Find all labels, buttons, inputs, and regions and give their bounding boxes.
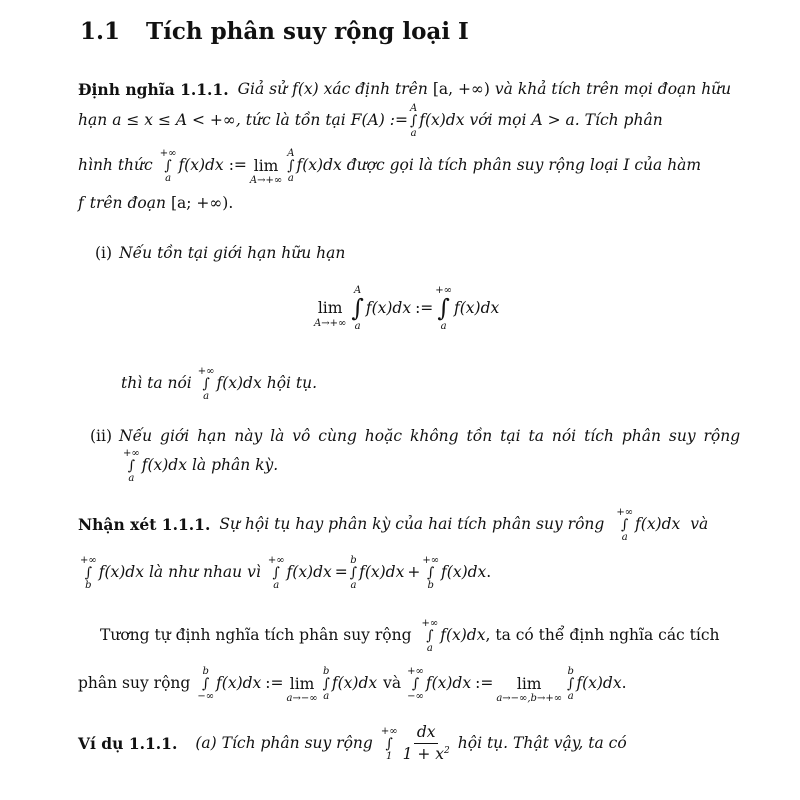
math-text: f(x) — [292, 80, 319, 98]
text: và khả tích trên mọi đoạn hữu — [494, 80, 732, 98]
item-i-line — [95, 246, 345, 262]
remark-line-2 — [78, 555, 491, 591]
math-text: f(x)dx — [141, 456, 187, 475]
punctuation: . — [486, 563, 492, 582]
text: và — [690, 515, 709, 534]
text: là phân kỳ. — [191, 456, 279, 475]
math-text: f(x)dx — [425, 674, 472, 693]
text: Sự hội tụ hay phân kỳ của hai tích phân suy rông — [219, 515, 605, 534]
math-text: := — [265, 674, 284, 693]
math-text: f(x)dx — [178, 156, 224, 175]
math-text: := — [228, 156, 247, 175]
math-text: f(x)dx — [286, 563, 332, 582]
limit-operator: lim a→−∞,b→+∞ — [496, 674, 563, 705]
text: là như nhau vì — [148, 563, 261, 582]
integral-sign: +∞ ∫ a — [267, 555, 285, 591]
integral-sign: b ∫ a — [567, 666, 575, 702]
text: thì ta nói — [121, 374, 192, 393]
text: Giả sử — [237, 80, 288, 98]
text: Nếu giới hạn này là vô cùng hoặc không tồn tại ta nói tích phân suy rộng — [119, 427, 741, 445]
text: được gọi là tích phân suy rộng loại I của hàm — [346, 156, 702, 175]
integral-sign: A ∫ a — [351, 285, 364, 332]
math-text: f(x)dx — [359, 563, 405, 582]
math-text: [a; +∞). — [170, 194, 234, 212]
text: hội tụ. — [266, 374, 318, 393]
definition-line-4 — [78, 196, 233, 212]
text: với mọi — [469, 111, 527, 130]
math-text: := — [475, 674, 494, 693]
integral-sign: A ∫ a — [287, 148, 295, 184]
text: hình thức — [78, 156, 153, 175]
item-label: (ii) — [90, 427, 113, 445]
integral-sign: b ∫ a — [322, 666, 330, 702]
definition-label: Định nghĩa 1.1.1. — [78, 80, 229, 99]
limit-operator: lim A→+∞ — [249, 156, 283, 187]
math-text: = — [334, 563, 348, 582]
math-text: A > a. — [531, 111, 580, 130]
section-title: Tích phân suy rộng loại I — [146, 18, 469, 45]
math-text: f(x)dx — [576, 674, 622, 693]
item-label: (i) — [95, 244, 113, 262]
math-text: f(x)dx — [365, 298, 412, 317]
remark-label: Nhận xét 1.1.1. — [78, 515, 211, 535]
math-text: f(x)dx — [440, 626, 486, 645]
text: (a) Tích phân suy rộng — [195, 733, 373, 752]
math-text: f(x)dx — [419, 111, 465, 130]
integral-sign: b ∫ a — [349, 555, 358, 591]
punctuation: . — [621, 674, 627, 693]
integral-sign: +∞ ∫ a — [159, 148, 177, 184]
text: và — [383, 674, 402, 693]
display-equation — [311, 285, 499, 332]
section-heading — [80, 18, 469, 45]
math-text: f(x)dx — [454, 298, 500, 317]
integral-sign: +∞ ∫ −∞ — [407, 666, 424, 702]
math-text: f(x)dx — [216, 374, 262, 393]
definition-line-3 — [78, 148, 702, 187]
integral-sign: +∞ ∫ a — [123, 448, 140, 484]
definition-line-1 — [78, 82, 731, 98]
text: hội tụ. Thật vậy, ta có — [457, 733, 627, 752]
math-text: f(x)dx — [296, 156, 342, 175]
integral-sign: +∞ ∫ a — [421, 618, 439, 654]
item-i-conclusion — [121, 366, 317, 402]
integral-sign: +∞ ∫ b — [422, 555, 440, 591]
math-text: F(A) := — [350, 111, 408, 130]
text: , ta có thể định nghĩa các tích — [485, 626, 720, 645]
integral-sign: +∞ ∫ a — [435, 285, 453, 332]
limit-operator: lim A→+∞ — [314, 299, 347, 329]
text: tức là tồn tại — [245, 111, 346, 130]
math-text: f(x)dx — [216, 674, 262, 693]
math-text: f(x)dx — [635, 515, 681, 534]
example-label: Ví dụ 1.1.1. — [78, 733, 178, 753]
text: xác định trên — [323, 80, 428, 98]
section-number: 1.1 — [80, 18, 121, 45]
math-text: f(x)dx — [98, 563, 144, 582]
definition-line-2 — [78, 103, 663, 139]
math-text: f(x)dx — [331, 674, 378, 693]
text: Tương tự định nghĩa tích phân suy rộng — [100, 626, 412, 645]
integral-sign: +∞ ∫ 1 — [380, 725, 398, 762]
math-text: := — [415, 298, 434, 317]
remark-line-1 — [78, 507, 708, 543]
text: Tích phân — [584, 111, 663, 130]
paragraph-line-2 — [78, 666, 627, 705]
integral-sign: b ∫ −∞ — [197, 666, 215, 702]
math-text: a ≤ x ≤ A < +∞, — [112, 111, 241, 130]
item-ii-line-1 — [90, 429, 740, 445]
item-ii-line-2 — [121, 448, 278, 484]
math-text: + — [407, 563, 421, 582]
text: hạn — [78, 111, 108, 130]
math-text: f(x)dx — [441, 563, 487, 582]
text: Nếu tồn tại giới hạn hữu hạn — [119, 244, 346, 262]
integral-sign: +∞ ∫ b — [80, 555, 97, 591]
paragraph-line-1 — [100, 618, 720, 654]
math-text: f — [78, 194, 84, 212]
text: phân suy rộng — [78, 674, 191, 693]
integral-sign: A ∫ a — [409, 103, 418, 139]
text: trên đoạn — [89, 194, 166, 212]
math-text: [a, +∞) — [432, 80, 490, 98]
limit-operator: lim a→−∞ — [286, 674, 318, 705]
integral-sign: +∞ ∫ a — [616, 507, 634, 543]
fraction: $\frac{dx}{1 + x^2}$ — [402, 723, 450, 763]
example-line — [78, 725, 627, 762]
integral-sign: +∞ ∫ a — [197, 366, 215, 402]
